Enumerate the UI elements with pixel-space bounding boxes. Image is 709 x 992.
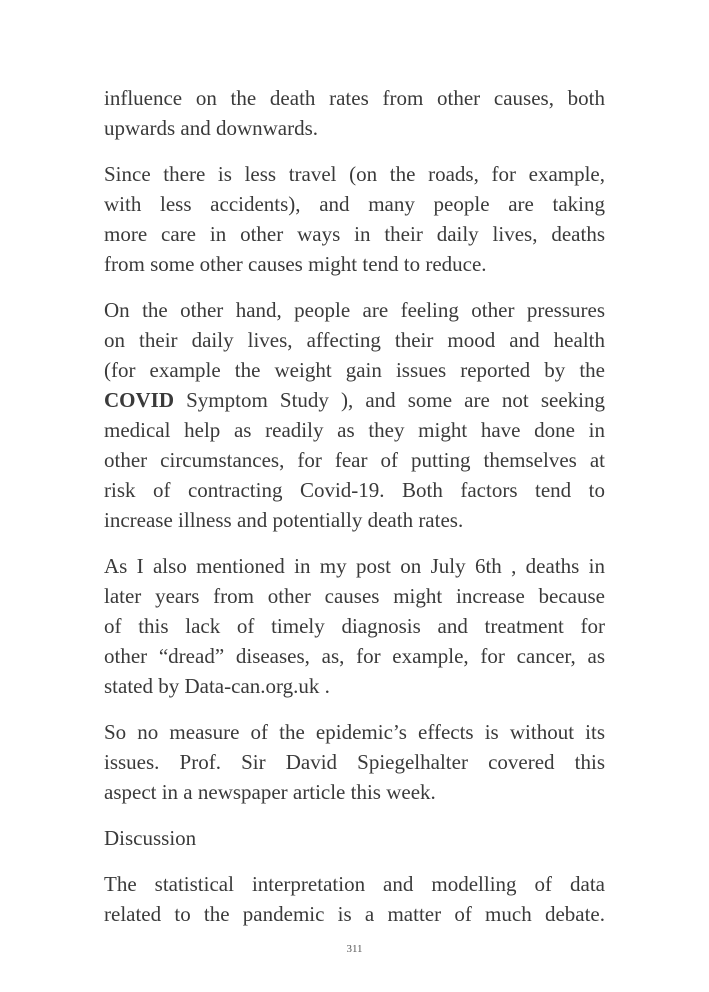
- text-line: issues. Prof. Sir David Spiegelhalter covered this: [104, 750, 605, 774]
- section-heading: [104, 823, 605, 853]
- text-line: medical help as readily as they might have done in: [104, 418, 605, 442]
- text-line: [104, 385, 605, 415]
- text-span: Symptom Study ), and some are not seeking: [174, 388, 605, 412]
- text-line: on their daily lives, affecting their mood and health: [104, 328, 605, 352]
- text-line: other “dread” diseases, as, for example, for cancer, as: [104, 644, 605, 668]
- text-line: more care in other ways in their daily lives, deaths: [104, 222, 605, 246]
- text-line: As I also mentioned in my post on July 6th , deaths in: [104, 554, 605, 578]
- page-number: 311: [346, 943, 363, 955]
- text-line: upwards and downwards.: [104, 116, 319, 140]
- text-line: The statistical interpretation and modelling of data: [104, 872, 605, 896]
- text-line: from some other causes might tend to reduce.: [104, 252, 487, 276]
- paragraph: [104, 83, 605, 143]
- text-line: Since there is less travel (on the roads, for example,: [104, 162, 605, 186]
- text-line: On the other hand, people are feeling other pressures: [104, 298, 605, 322]
- text-line: later years from other causes might increase because: [104, 584, 605, 608]
- heading-discussion: Discussion: [104, 826, 197, 850]
- paragraph: [104, 717, 605, 807]
- covid-bold-text: COVID: [104, 388, 175, 412]
- text-line: with less accidents), and many people are taking: [104, 192, 605, 216]
- paragraph: [104, 295, 605, 535]
- text-line: aspect in a newspaper article this week.: [104, 780, 436, 804]
- page-body: [104, 83, 605, 945]
- text-line: (for example the weight gain issues reported by the: [104, 358, 605, 382]
- text-line: other circumstances, for fear of putting themselves at: [104, 448, 605, 472]
- text-line: influence on the death rates from other causes, both: [104, 86, 605, 110]
- paragraph: [104, 551, 605, 701]
- text-line: risk of contracting Covid-19. Both factors tend to: [104, 478, 605, 502]
- paragraph: [104, 869, 605, 929]
- paragraph: [104, 159, 605, 279]
- text-line: of this lack of timely diagnosis and treatment for: [104, 614, 605, 638]
- text-line: related to the pandemic is a matter of much debate.: [104, 902, 605, 926]
- text-line: increase illness and potentially death rates.: [104, 508, 464, 532]
- text-line: stated by Data-can.org.uk .: [104, 674, 330, 698]
- text-line: So no measure of the epidemic’s effects is without its: [104, 720, 605, 744]
